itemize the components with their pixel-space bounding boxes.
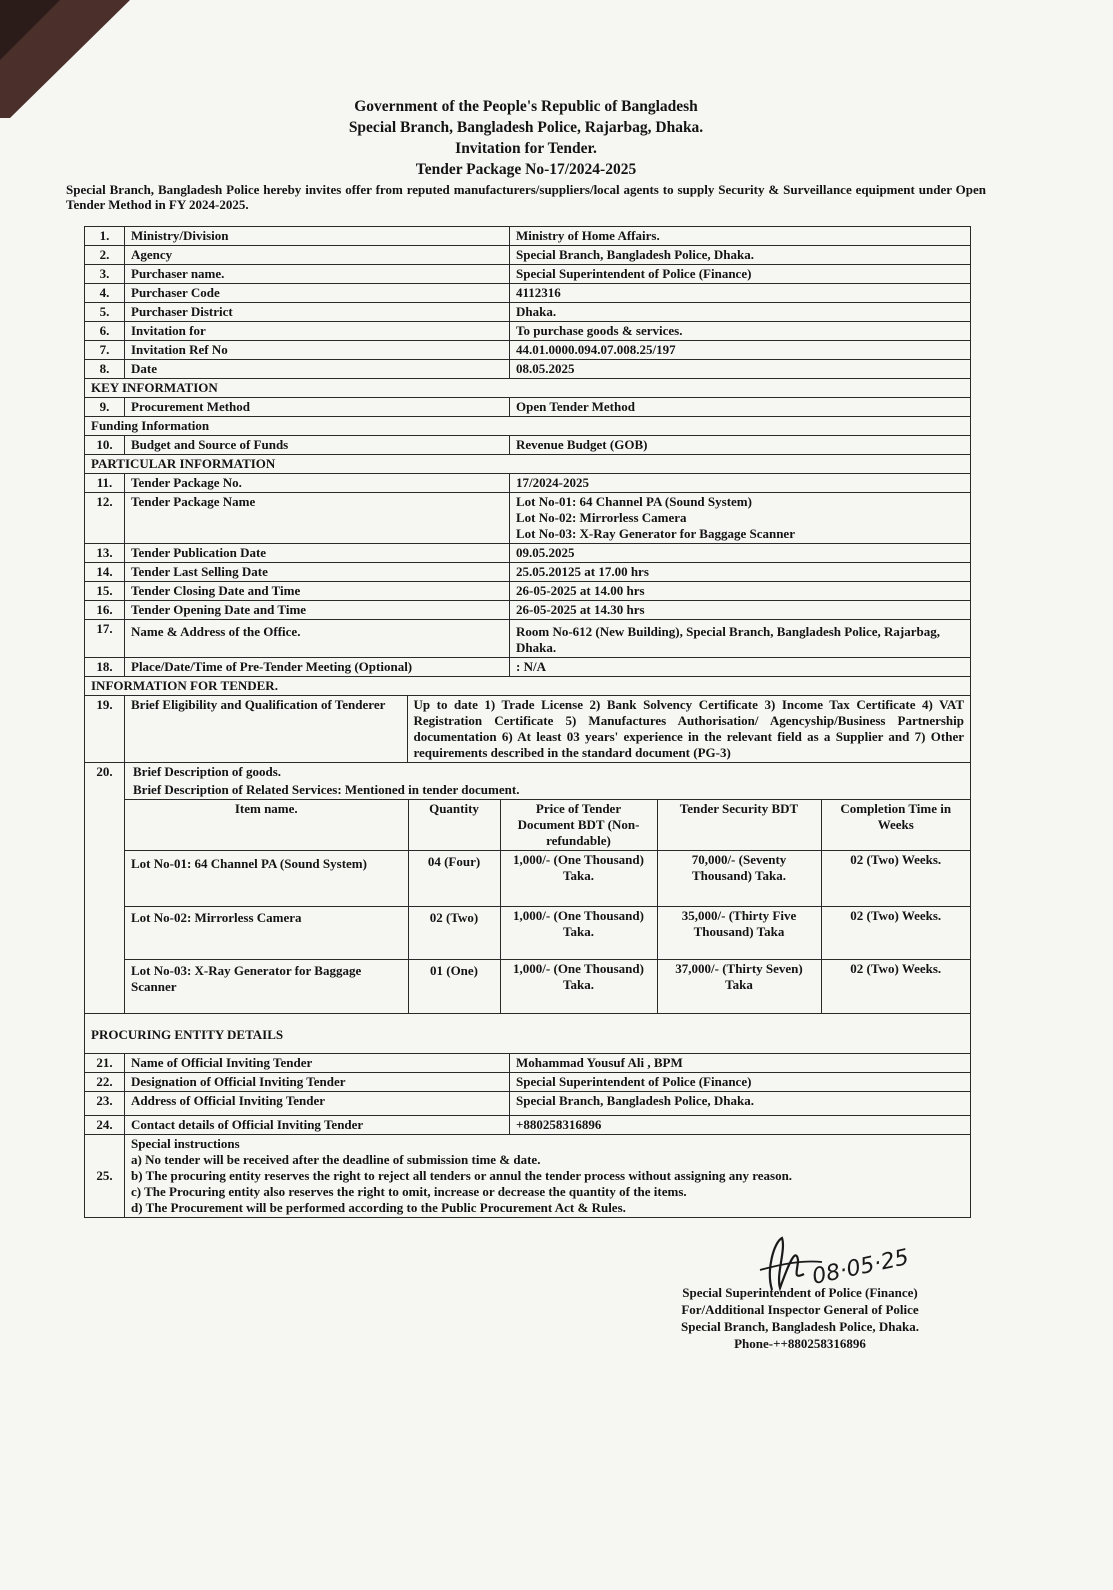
goods-row: Lot No-01: 64 Channel PA (Sound System) 04 (Four) 1,000/- (One Thousand) Taka. 70,000/- (Seventy Thousand) Taka. 02 (Two) Weeks. xyxy=(125,851,970,907)
table-row: 13. Tender Publication Date 09.05.2025 xyxy=(85,544,971,563)
section-funding-information: Funding Information xyxy=(85,417,971,436)
goods-header-row: Item name. Quantity Price of Tender Document BDT (Non-refundable) Tender Security BDT Completion Time in Weeks xyxy=(125,800,970,851)
table-row: 8. Date 08.05.2025 xyxy=(85,360,971,379)
package-lot-3: Lot No-03: X-Ray Generator for Baggage Scanner xyxy=(516,526,795,541)
table-row: 24. Contact details of Official Inviting Tender +880258316896 xyxy=(85,1115,971,1134)
table-row: 15. Tender Closing Date and Time 26-05-2025 at 14.00 hrs xyxy=(85,582,971,601)
table-row: 7. Invitation Ref No 44.01.0000.094.07.008.25/197 xyxy=(85,341,971,360)
instructions-title: Special instructions xyxy=(131,1135,240,1151)
table-row: 11. Tender Package No. 17/2024-2025 xyxy=(85,474,971,493)
goods-description: Brief Description of goods. xyxy=(133,764,282,779)
table-row: 9. Procurement Method Open Tender Method xyxy=(85,398,971,417)
document-header xyxy=(66,96,986,212)
instruction-a: a) No tender will be received after the deadline of submission time & date. xyxy=(131,1151,541,1167)
goods-row: Lot No-03: X-Ray Generator for Baggage Scanner 01 (One) 1,000/- (One Thousand) Taka. 37,000/- (Thirty Seven) Taka 02 (Two) Weeks. xyxy=(125,960,970,1013)
table-row: 20. Brief Description of goods. Brief Description of Related Services: Mentioned in tender document. Item name. Quantity Price of Tender Document BDT (Non-refundable) Tender Security BDT Completion Time in Weeks Lot No-01: 64 Channel PA (Sound System) 04 (Four) 1,000/- (One Thousand) Taka. 70,000/- (Seventy Thousand) Taka. 02 (Two) Weeks. Lot No-02: Mirrorless Camera 02 (Two) 1,000/- (One Thousand) Taka. 35,000/- (Thirty Five Thousand) Taka 02 (Two) Weeks. Lot No-03: X-Ray Generator for Baggage Scanner 01 (One) 1,000/- (One Thousand) Taka. 37,000/- (Thirty Seven) Taka 02 (Two) Weeks. xyxy=(85,763,971,1014)
table-row: 19. Brief Eligibility and Qualification of Tenderer Up to date 1) Trade License 2) Bank Solvency Certificate 3) Income Tax Certificate 4) VAT Registration Certificate 5) Manufactures Authorisation/ Agencyship/Business Partnership documentation 6) At least 03 years' experience in the relevant field as a Supplier and 7) Other requirements described in the standard document (PG-3) xyxy=(85,696,971,763)
table-row: 10. Budget and Source of Funds Revenue Budget (GOB) xyxy=(85,436,971,455)
table-row: 21. Name of Official Inviting Tender Mohammad Yousuf Ali , BPM xyxy=(85,1053,971,1072)
intro-paragraph: Special Branch, Bangladesh Police hereby invites offer from reputed manufacturers/suppliers/local agents to supply Security & Surveillance equipment under Open Tender Method in FY 2024-2025. xyxy=(66,182,986,212)
table-row: 22. Designation of Official Inviting Tender Special Superintendent of Police (Finance) xyxy=(85,1072,971,1091)
table-row: 25. Special instructions a) No tender will be received after the deadline of submission time & date. b) The procuring entity reserves the right to reject all tenders or annul the tender process without assigning any reason. c) The Procuring entity also reserves the right to omit, increase or decrease the quantity of the items. d) The Procurement will be performed according to the Public Procurement Act & Rules. xyxy=(85,1134,971,1217)
related-services: Brief Description of Related Services: Mentioned in tender document. xyxy=(133,782,520,797)
table-row: 17. Name & Address of the Office. Room No-612 (New Building), Special Branch, Bangladesh Police, Rajarbag, Dhaka. xyxy=(85,620,971,658)
table-row: 18. Place/Date/Time of Pre-Tender Meeting (Optional) : N/A xyxy=(85,658,971,677)
section-procuring-entity: PROCURING ENTITY DETAILS xyxy=(85,1013,971,1053)
table-row: 23. Address of Official Inviting Tender Special Branch, Bangladesh Police, Dhaka. xyxy=(85,1091,971,1115)
header-package: Tender Package No-17/2024-2025 xyxy=(415,161,637,178)
signature-for: For/Additional Inspector General of Police xyxy=(681,1302,919,1317)
eligibility-block: Brief Eligibility and Qualification of Tenderer Up to date 1) Trade License 2) Bank Solvency Certificate 3) Income Tax Certificate 4) VAT Registration Certificate 5) Manufactures Authorisation/ Agencyship/Business Partnership documentation 6) At least 03 years' experience in the relevant field as a Supplier and 7) Other requirements described in the standard document (PG-3) xyxy=(125,696,970,762)
table-row: 6. Invitation for To purchase goods & services. xyxy=(85,322,971,341)
table-row: 1. Ministry/Division Ministry of Home Affairs. xyxy=(85,227,971,246)
table-row: 16. Tender Opening Date and Time 26-05-2025 at 14.30 hrs xyxy=(85,601,971,620)
table-row: 4. Purchaser Code 4112316 xyxy=(85,284,971,303)
table-row: 2. Agency Special Branch, Bangladesh Police, Dhaka. xyxy=(85,246,971,265)
instruction-b: b) The procuring entity reserves the right to reject all tenders or annul the tender process without assigning any reason. xyxy=(131,1167,793,1183)
signature-phone: Phone-++880258316896 xyxy=(734,1336,866,1351)
section-key-information: KEY INFORMATION xyxy=(85,379,971,398)
section-information-for-tender: INFORMATION FOR TENDER. xyxy=(85,677,971,696)
table-row: 3. Purchaser name. Special Superintendent of Police (Finance) xyxy=(85,265,971,284)
tender-table xyxy=(84,226,971,1218)
instruction-c: c) The Procuring entity also reserves the right to omit, increase or decrease the quantity of the items. xyxy=(131,1183,687,1199)
table-row: 5. Purchaser District Dhaka. xyxy=(85,303,971,322)
table-row: 14. Tender Last Selling Date 25.05.20125 at 17.00 hrs xyxy=(85,563,971,582)
signature-title: Special Superintendent of Police (Finance) xyxy=(682,1285,918,1300)
table-row: 12. Tender Package Name Lot No-01: 64 Channel PA (Sound System) Lot No-02: Mirrorless Camera Lot No-03: X-Ray Generator for Baggage Scanner xyxy=(85,493,971,544)
header-agency: Special Branch, Bangladesh Police, Rajarbag, Dhaka. xyxy=(348,119,704,136)
signature-office: Special Branch, Bangladesh Police, Dhaka. xyxy=(681,1319,919,1334)
signature-block xyxy=(640,1284,960,1352)
section-particular-information: PARTICULAR INFORMATION xyxy=(85,455,971,474)
package-lot-2: Lot No-02: Mirrorless Camera xyxy=(516,510,687,525)
goods-table xyxy=(125,799,970,1013)
header-invitation: Invitation for Tender. xyxy=(455,140,597,157)
goods-row: Lot No-02: Mirrorless Camera 02 (Two) 1,000/- (One Thousand) Taka. 35,000/- (Thirty Five Thousand) Taka 02 (Two) Weeks. xyxy=(125,907,970,960)
svg-text:08·05·25: 08·05·25 xyxy=(810,1245,912,1290)
package-lot-1: Lot No-01: 64 Channel PA (Sound System) xyxy=(516,494,752,509)
header-government: Government of the People's Republic of Bangladesh xyxy=(354,98,698,115)
instruction-d: d) The Procurement will be performed according to the Public Procurement Act & Rules. xyxy=(131,1199,626,1215)
